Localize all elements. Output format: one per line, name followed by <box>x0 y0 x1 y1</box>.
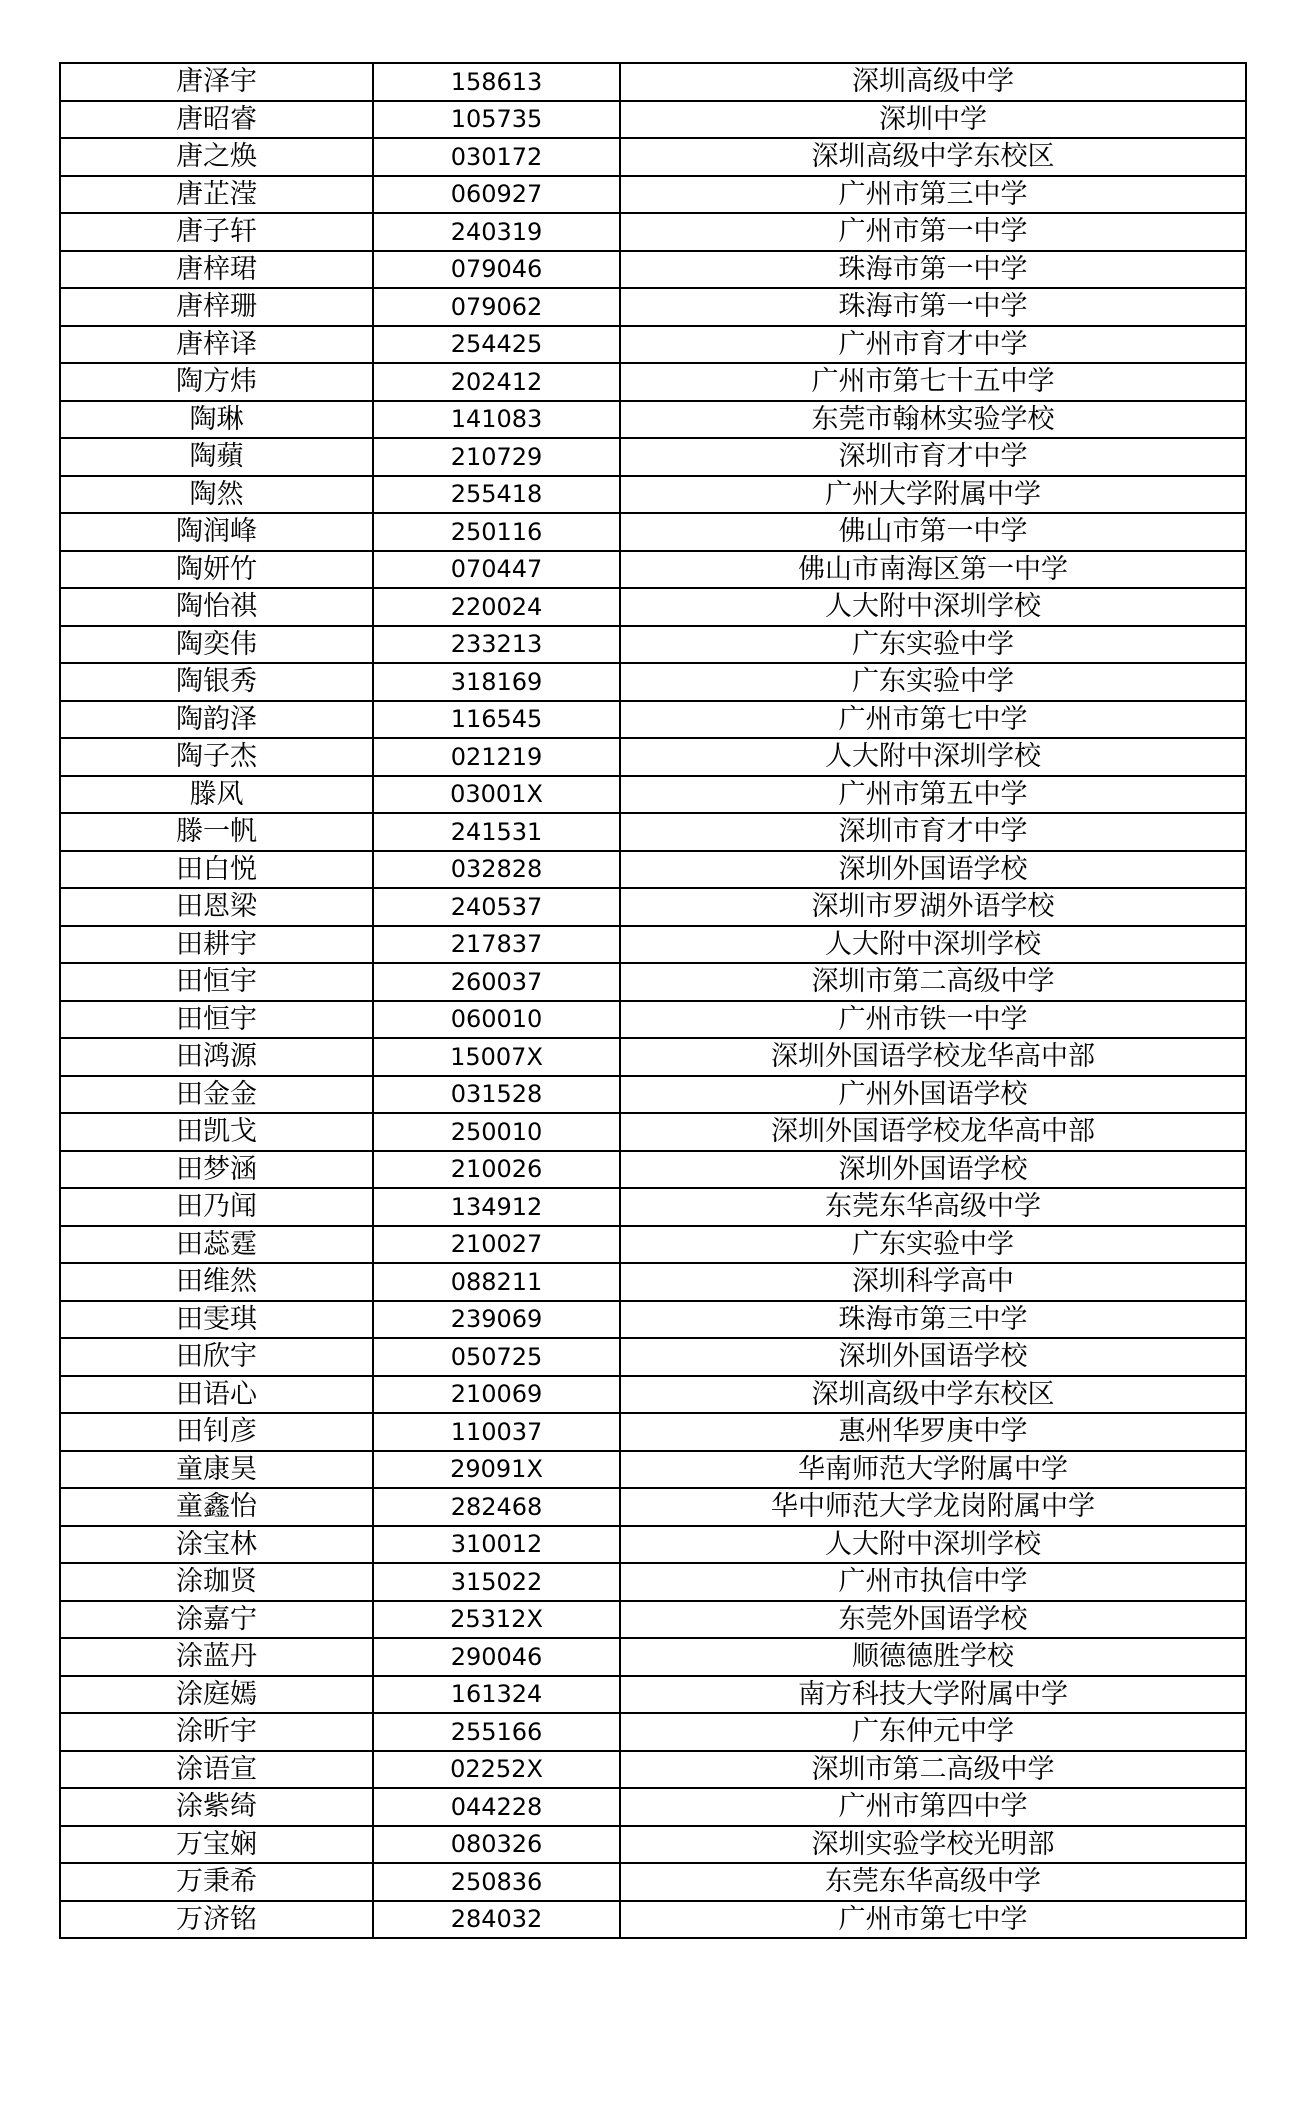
student-name-cell: 涂宝林 <box>60 1526 373 1564</box>
student-id-cell: 210729 <box>373 438 620 476</box>
school-name-cell: 广州市第七中学 <box>620 1901 1246 1939</box>
table-row <box>60 1488 1246 1526</box>
school-name-cell: 深圳科学高中 <box>620 1263 1246 1301</box>
school-name-cell: 人大附中深圳学校 <box>620 926 1246 964</box>
student-name-cell: 涂蓝丹 <box>60 1638 373 1676</box>
student-id-cell: 02252X <box>373 1751 620 1789</box>
student-name-cell: 田语心 <box>60 1376 373 1414</box>
student-name-cell: 田凯戈 <box>60 1113 373 1151</box>
student-name-cell: 唐梓珺 <box>60 251 373 289</box>
table-row <box>60 776 1246 814</box>
table-row <box>60 963 1246 1001</box>
table-row <box>60 813 1246 851</box>
student-id-cell: 239069 <box>373 1301 620 1339</box>
school-name-cell: 广州外国语学校 <box>620 1076 1246 1114</box>
student-id-cell: 284032 <box>373 1901 620 1939</box>
student-id-cell: 240537 <box>373 888 620 926</box>
student-name-cell: 唐泽宇 <box>60 63 373 101</box>
student-name-cell: 田恩梁 <box>60 888 373 926</box>
student-name-cell: 陶琳 <box>60 401 373 439</box>
student-id-cell: 021219 <box>373 738 620 776</box>
student-name-cell: 陶蘋 <box>60 438 373 476</box>
student-name-cell: 田耕宇 <box>60 926 373 964</box>
student-id-cell: 141083 <box>373 401 620 439</box>
school-name-cell: 广州市第三中学 <box>620 176 1246 214</box>
student-id-cell: 030172 <box>373 138 620 176</box>
student-id-cell: 210026 <box>373 1151 620 1189</box>
student-id-cell: 250116 <box>373 513 620 551</box>
student-id-cell: 250010 <box>373 1113 620 1151</box>
school-name-cell: 深圳市育才中学 <box>620 813 1246 851</box>
student-id-cell: 220024 <box>373 588 620 626</box>
table-row <box>60 1263 1246 1301</box>
school-name-cell: 深圳实验学校光明部 <box>620 1826 1246 1864</box>
student-name-cell: 田蕊霆 <box>60 1226 373 1264</box>
student-id-cell: 060927 <box>373 176 620 214</box>
table-row <box>60 1338 1246 1376</box>
table-row <box>60 851 1246 889</box>
student-name-cell: 涂珈贤 <box>60 1563 373 1601</box>
school-name-cell: 东莞东华高级中学 <box>620 1863 1246 1901</box>
student-name-cell: 田恒宇 <box>60 1001 373 1039</box>
student-id-cell: 282468 <box>373 1488 620 1526</box>
table-row <box>60 1113 1246 1151</box>
school-name-cell: 华南师范大学附属中学 <box>620 1451 1246 1489</box>
student-name-cell: 陶然 <box>60 476 373 514</box>
table-row <box>60 101 1246 139</box>
school-name-cell: 惠州华罗庚中学 <box>620 1413 1246 1451</box>
table-row <box>60 288 1246 326</box>
school-name-cell: 广州市第七十五中学 <box>620 363 1246 401</box>
school-name-cell: 广州市第一中学 <box>620 213 1246 251</box>
table-row <box>60 1901 1246 1939</box>
school-name-cell: 东莞东华高级中学 <box>620 1188 1246 1226</box>
table-row <box>60 1601 1246 1639</box>
school-name-cell: 广州市第七中学 <box>620 701 1246 739</box>
student-name-cell: 田金金 <box>60 1076 373 1114</box>
table-row <box>60 1676 1246 1714</box>
table-row <box>60 1376 1246 1414</box>
student-id-cell: 134912 <box>373 1188 620 1226</box>
table-row <box>60 1638 1246 1676</box>
table-row <box>60 701 1246 739</box>
student-name-cell: 田乃闻 <box>60 1188 373 1226</box>
table-row <box>60 1301 1246 1339</box>
student-name-cell: 田维然 <box>60 1263 373 1301</box>
table-row <box>60 1526 1246 1564</box>
school-name-cell: 顺德德胜学校 <box>620 1638 1246 1676</box>
student-name-cell: 田欣宇 <box>60 1338 373 1376</box>
student-name-cell: 涂紫绮 <box>60 1788 373 1826</box>
student-id-cell: 158613 <box>373 63 620 101</box>
student-name-cell: 唐梓珊 <box>60 288 373 326</box>
table-row <box>60 738 1246 776</box>
student-table-body <box>60 63 1246 1938</box>
table-row <box>60 663 1246 701</box>
student-id-cell: 202412 <box>373 363 620 401</box>
table-row <box>60 438 1246 476</box>
school-name-cell: 广州市第四中学 <box>620 1788 1246 1826</box>
student-id-cell: 260037 <box>373 963 620 1001</box>
student-id-cell: 250836 <box>373 1863 620 1901</box>
school-name-cell: 深圳高级中学东校区 <box>620 138 1246 176</box>
school-name-cell: 珠海市第三中学 <box>620 1301 1246 1339</box>
student-id-cell: 088211 <box>373 1263 620 1301</box>
student-id-cell: 210069 <box>373 1376 620 1414</box>
school-name-cell: 深圳外国语学校 <box>620 1151 1246 1189</box>
school-name-cell: 佛山市第一中学 <box>620 513 1246 551</box>
student-name-cell: 陶妍竹 <box>60 551 373 589</box>
school-name-cell: 深圳外国语学校 <box>620 851 1246 889</box>
student-name-cell: 唐芷滢 <box>60 176 373 214</box>
school-name-cell: 东莞市翰林实验学校 <box>620 401 1246 439</box>
student-name-cell: 田白悦 <box>60 851 373 889</box>
student-id-cell: 241531 <box>373 813 620 851</box>
student-name-cell: 涂语宣 <box>60 1751 373 1789</box>
school-name-cell: 广州市第五中学 <box>620 776 1246 814</box>
student-id-cell: 254425 <box>373 326 620 364</box>
student-id-cell: 29091X <box>373 1451 620 1489</box>
student-id-cell: 290046 <box>373 1638 620 1676</box>
student-id-cell: 255166 <box>373 1713 620 1751</box>
student-id-cell: 25312X <box>373 1601 620 1639</box>
student-id-cell: 315022 <box>373 1563 620 1601</box>
table-row <box>60 326 1246 364</box>
school-name-cell: 广东实验中学 <box>620 1226 1246 1264</box>
table-row <box>60 1563 1246 1601</box>
school-name-cell: 广东仲元中学 <box>620 1713 1246 1751</box>
table-row <box>60 476 1246 514</box>
student-name-cell: 唐昭睿 <box>60 101 373 139</box>
student-name-cell: 陶奕伟 <box>60 626 373 664</box>
student-name-cell: 陶子杰 <box>60 738 373 776</box>
table-row <box>60 401 1246 439</box>
student-name-cell: 童鑫怡 <box>60 1488 373 1526</box>
student-name-cell: 陶方炜 <box>60 363 373 401</box>
student-name-cell: 唐之焕 <box>60 138 373 176</box>
school-name-cell: 广东实验中学 <box>620 626 1246 664</box>
school-name-cell: 佛山市南海区第一中学 <box>620 551 1246 589</box>
table-row <box>60 1076 1246 1114</box>
student-id-cell: 044228 <box>373 1788 620 1826</box>
table-row <box>60 1863 1246 1901</box>
table-row <box>60 251 1246 289</box>
student-id-cell: 105735 <box>373 101 620 139</box>
student-name-cell: 田恒宇 <box>60 963 373 1001</box>
table-row <box>60 176 1246 214</box>
student-id-cell: 03001X <box>373 776 620 814</box>
school-name-cell: 广州市执信中学 <box>620 1563 1246 1601</box>
table-row <box>60 1188 1246 1226</box>
student-name-cell: 涂嘉宁 <box>60 1601 373 1639</box>
student-id-cell: 050725 <box>373 1338 620 1376</box>
student-name-cell: 田鸿源 <box>60 1038 373 1076</box>
school-name-cell: 华中师范大学龙岗附属中学 <box>620 1488 1246 1526</box>
student-name-cell: 唐子轩 <box>60 213 373 251</box>
school-name-cell: 深圳高级中学东校区 <box>620 1376 1246 1414</box>
student-id-cell: 079046 <box>373 251 620 289</box>
student-id-cell: 318169 <box>373 663 620 701</box>
table-row <box>60 1713 1246 1751</box>
student-name-cell: 田梦涵 <box>60 1151 373 1189</box>
school-name-cell: 南方科技大学附属中学 <box>620 1676 1246 1714</box>
student-name-cell: 唐梓译 <box>60 326 373 364</box>
student-id-cell: 15007X <box>373 1038 620 1076</box>
table-row <box>60 551 1246 589</box>
student-name-cell: 万济铭 <box>60 1901 373 1939</box>
school-name-cell: 深圳高级中学 <box>620 63 1246 101</box>
school-name-cell: 深圳中学 <box>620 101 1246 139</box>
student-id-cell: 079062 <box>373 288 620 326</box>
student-name-cell: 陶润峰 <box>60 513 373 551</box>
table-row <box>60 1226 1246 1264</box>
table-row <box>60 363 1246 401</box>
school-name-cell: 深圳外国语学校 <box>620 1338 1246 1376</box>
school-name-cell: 珠海市第一中学 <box>620 251 1246 289</box>
school-name-cell: 深圳市第二高级中学 <box>620 1751 1246 1789</box>
school-name-cell: 珠海市第一中学 <box>620 288 1246 326</box>
school-name-cell: 深圳市第二高级中学 <box>620 963 1246 1001</box>
student-id-cell: 217837 <box>373 926 620 964</box>
student-name-cell: 滕风 <box>60 776 373 814</box>
table-row <box>60 926 1246 964</box>
school-name-cell: 广州大学附属中学 <box>620 476 1246 514</box>
school-name-cell: 广州市铁一中学 <box>620 1001 1246 1039</box>
student-name-cell: 滕一帆 <box>60 813 373 851</box>
table-row <box>60 1751 1246 1789</box>
table-row <box>60 588 1246 626</box>
student-id-cell: 060010 <box>373 1001 620 1039</box>
student-name-cell: 陶银秀 <box>60 663 373 701</box>
student-id-cell: 070447 <box>373 551 620 589</box>
school-name-cell: 人大附中深圳学校 <box>620 738 1246 776</box>
table-row <box>60 1038 1246 1076</box>
student-id-cell: 032828 <box>373 851 620 889</box>
school-name-cell: 东莞外国语学校 <box>620 1601 1246 1639</box>
table-row <box>60 1151 1246 1189</box>
student-name-cell: 陶怡祺 <box>60 588 373 626</box>
student-id-cell: 310012 <box>373 1526 620 1564</box>
student-name-cell: 陶韵泽 <box>60 701 373 739</box>
student-id-cell: 116545 <box>373 701 620 739</box>
table-row <box>60 1451 1246 1489</box>
table-row <box>60 626 1246 664</box>
student-id-cell: 110037 <box>373 1413 620 1451</box>
student-id-cell: 233213 <box>373 626 620 664</box>
school-name-cell: 人大附中深圳学校 <box>620 1526 1246 1564</box>
school-name-cell: 广东实验中学 <box>620 663 1246 701</box>
school-name-cell: 广州市育才中学 <box>620 326 1246 364</box>
table-row <box>60 888 1246 926</box>
student-name-cell: 童康昊 <box>60 1451 373 1489</box>
school-name-cell: 人大附中深圳学校 <box>620 588 1246 626</box>
student-id-cell: 161324 <box>373 1676 620 1714</box>
student-id-cell: 031528 <box>373 1076 620 1114</box>
table-row <box>60 1788 1246 1826</box>
student-name-cell: 田钊彦 <box>60 1413 373 1451</box>
student-id-cell: 210027 <box>373 1226 620 1264</box>
table-row <box>60 1826 1246 1864</box>
student-id-cell: 240319 <box>373 213 620 251</box>
table-row <box>60 513 1246 551</box>
student-table <box>59 62 1247 1939</box>
school-name-cell: 深圳市育才中学 <box>620 438 1246 476</box>
student-name-cell: 万宝娴 <box>60 1826 373 1864</box>
school-name-cell: 深圳外国语学校龙华高中部 <box>620 1038 1246 1076</box>
school-name-cell: 深圳市罗湖外语学校 <box>620 888 1246 926</box>
table-row <box>60 1413 1246 1451</box>
student-id-cell: 255418 <box>373 476 620 514</box>
table-row <box>60 213 1246 251</box>
table-row <box>60 63 1246 101</box>
student-name-cell: 涂昕宇 <box>60 1713 373 1751</box>
student-id-cell: 080326 <box>373 1826 620 1864</box>
table-row <box>60 138 1246 176</box>
student-name-cell: 田雯琪 <box>60 1301 373 1339</box>
table-row <box>60 1001 1246 1039</box>
student-name-cell: 万秉希 <box>60 1863 373 1901</box>
student-name-cell: 涂庭嫣 <box>60 1676 373 1714</box>
school-name-cell: 深圳外国语学校龙华高中部 <box>620 1113 1246 1151</box>
